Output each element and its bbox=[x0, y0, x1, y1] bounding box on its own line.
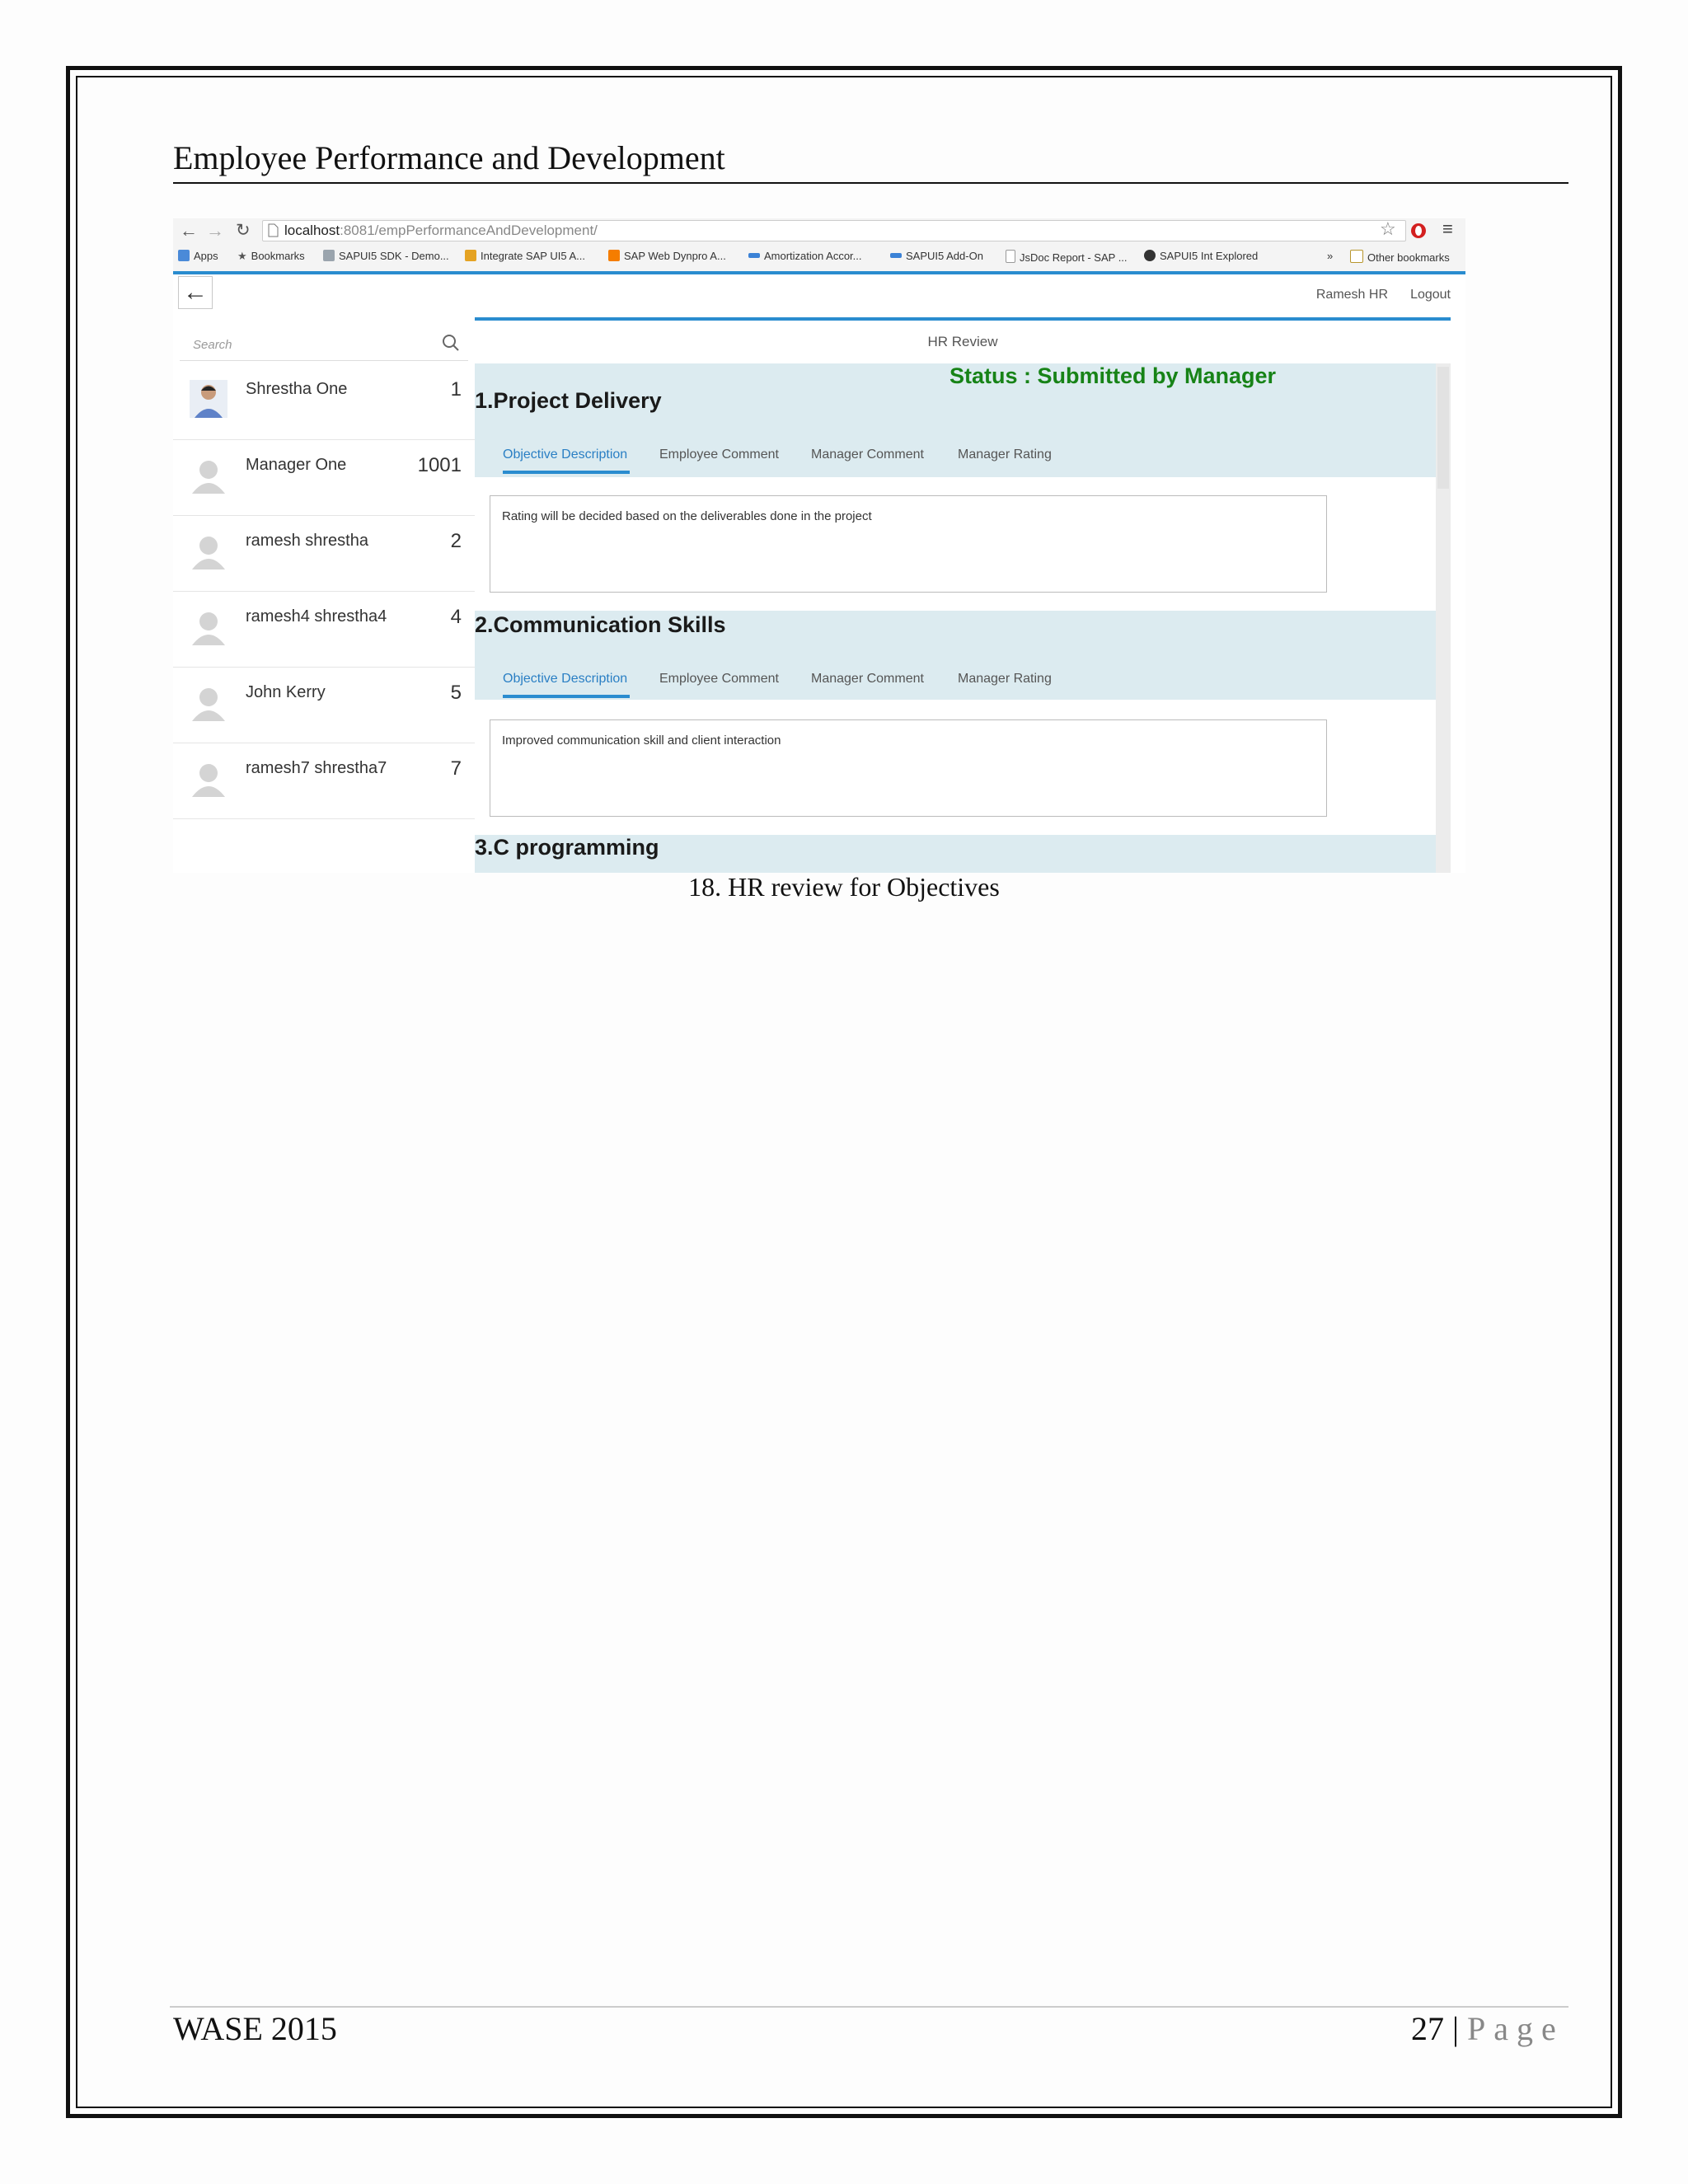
avatar bbox=[190, 380, 227, 418]
browser-back-icon[interactable]: ← bbox=[180, 220, 198, 241]
bookmark-sapui5-addon[interactable]: SAPUI5 Add-On bbox=[890, 250, 983, 262]
star-icon: ★ bbox=[237, 250, 247, 262]
scrollbar-thumb[interactable] bbox=[1437, 367, 1449, 489]
page-word: Page bbox=[1467, 2010, 1564, 2047]
objective-description-text: Rating will be decided based on the deliverables done in the project bbox=[502, 509, 872, 523]
star-icon[interactable]: ☆ bbox=[1380, 218, 1396, 239]
objective-description-text: Improved communication skill and client interaction bbox=[502, 733, 781, 748]
arrow-left-icon: ← bbox=[183, 279, 208, 306]
bookmark-amortization[interactable]: Amortization Accor... bbox=[748, 250, 862, 262]
employee-item[interactable] bbox=[173, 667, 475, 743]
employee-item[interactable] bbox=[173, 743, 475, 819]
page-icon bbox=[268, 223, 279, 237]
bookmark-apps[interactable]: Apps bbox=[178, 250, 218, 262]
objective-section bbox=[475, 611, 1436, 835]
opera-icon[interactable] bbox=[1409, 222, 1428, 240]
sap-icon bbox=[890, 253, 902, 258]
tab-employee-comment[interactable]: Employee Comment bbox=[659, 672, 779, 686]
avatar-placeholder-icon bbox=[190, 683, 227, 721]
url-text: localhost:8081/empPerformanceAndDevelopment/ bbox=[284, 223, 598, 238]
apps-icon bbox=[178, 250, 190, 261]
folder-icon bbox=[1350, 250, 1363, 263]
sap-icon bbox=[748, 253, 760, 258]
screenshot bbox=[173, 218, 1465, 873]
site-icon bbox=[1144, 250, 1156, 261]
browser-chrome bbox=[173, 218, 1465, 274]
active-tab-indicator bbox=[503, 471, 630, 474]
detail-pane bbox=[475, 317, 1465, 873]
search-placeholder: Search bbox=[193, 338, 232, 352]
active-tab-indicator bbox=[503, 695, 630, 698]
objective-description-field[interactable] bbox=[490, 719, 1327, 817]
employee-name: John Kerry bbox=[246, 683, 326, 701]
employee-number: 1 bbox=[450, 378, 462, 401]
avatar-placeholder-icon bbox=[190, 532, 227, 569]
figure-caption: 18. HR review for Objectives bbox=[688, 872, 1000, 902]
browser-forward-icon[interactable]: → bbox=[206, 220, 224, 241]
search-icon[interactable] bbox=[440, 332, 462, 354]
objective-section bbox=[475, 835, 1436, 873]
employee-list-pane bbox=[173, 317, 475, 873]
objective-title: 2.Communication Skills bbox=[475, 612, 726, 637]
header-rule bbox=[173, 182, 1568, 184]
page-icon bbox=[1006, 250, 1015, 263]
employee-item[interactable] bbox=[173, 591, 475, 668]
tab-objective-description[interactable]: Objective Description bbox=[503, 448, 628, 462]
bookmark-jsdoc[interactable]: JsDoc Report - SAP ... bbox=[1006, 250, 1128, 264]
employee-item[interactable] bbox=[173, 515, 475, 592]
avatar-placeholder-icon bbox=[190, 607, 227, 645]
page-number bbox=[1411, 2009, 1564, 2048]
status-text: Status : Submitted by Manager bbox=[950, 363, 1277, 388]
page-separator: | bbox=[1452, 2010, 1460, 2047]
url-row bbox=[173, 218, 1465, 243]
back-button[interactable] bbox=[178, 276, 213, 309]
sdk-icon bbox=[323, 250, 335, 261]
bookmarks-bar bbox=[173, 245, 1465, 268]
bookmark-sapui5-int[interactable]: SAPUI5 Int Explored bbox=[1144, 250, 1258, 262]
employee-name: Manager One bbox=[246, 456, 347, 474]
address-bar[interactable] bbox=[262, 220, 1406, 241]
objective-title: 1.Project Delivery bbox=[475, 388, 662, 413]
bookmark-sapui5-sdk[interactable]: SAPUI5 SDK - Demo... bbox=[323, 250, 449, 262]
employee-item[interactable] bbox=[173, 363, 475, 440]
tab-manager-rating[interactable]: Manager Rating bbox=[958, 672, 1052, 686]
search-input[interactable] bbox=[180, 326, 468, 361]
employee-name: Shrestha One bbox=[246, 380, 348, 398]
app-header bbox=[173, 274, 1465, 317]
bookmark-integrate-sap[interactable]: Integrate SAP UI5 A... bbox=[465, 250, 585, 262]
objective-section bbox=[475, 363, 1436, 611]
avatar-placeholder-icon bbox=[190, 456, 227, 494]
employee-name: ramesh4 shrestha4 bbox=[246, 607, 387, 626]
site-icon bbox=[465, 250, 476, 261]
objectives-list bbox=[475, 363, 1436, 873]
document-header: Employee Performance and Development bbox=[173, 139, 725, 176]
employee-number: 5 bbox=[450, 682, 462, 704]
footer-left: WASE 2015 bbox=[173, 2010, 337, 2047]
detail-title: HR Review bbox=[475, 321, 1451, 363]
objective-description-field[interactable] bbox=[490, 495, 1327, 593]
bookmarks-overflow[interactable]: » bbox=[1327, 250, 1334, 262]
menu-icon[interactable]: ≡ bbox=[1442, 218, 1453, 239]
employee-item[interactable] bbox=[173, 439, 475, 516]
tab-manager-comment[interactable]: Manager Comment bbox=[811, 672, 924, 686]
employee-name: ramesh7 shrestha7 bbox=[246, 759, 387, 777]
logout-link[interactable]: Logout bbox=[1410, 288, 1451, 302]
page-number-value: 27 bbox=[1411, 2010, 1444, 2047]
employee-number: 7 bbox=[450, 757, 462, 780]
blogger-icon bbox=[608, 250, 620, 261]
tab-manager-rating[interactable]: Manager Rating bbox=[958, 448, 1052, 462]
objective-title: 3.C programming bbox=[475, 835, 659, 860]
bookmark-other[interactable]: Other bookmarks bbox=[1350, 250, 1450, 264]
bookmark-bookmarks[interactable]: ★ Bookmarks bbox=[237, 250, 305, 262]
tab-employee-comment[interactable]: Employee Comment bbox=[659, 448, 779, 462]
tab-objective-description[interactable]: Objective Description bbox=[503, 672, 628, 686]
employee-number: 4 bbox=[450, 606, 462, 628]
employee-number: 1001 bbox=[417, 454, 462, 476]
employee-number: 2 bbox=[450, 530, 462, 552]
reload-icon[interactable]: ↻ bbox=[236, 221, 251, 240]
user-name: Ramesh HR bbox=[1315, 288, 1388, 302]
tab-manager-comment[interactable]: Manager Comment bbox=[811, 448, 924, 462]
avatar-placeholder-icon bbox=[190, 759, 227, 797]
employee-name: ramesh shrestha bbox=[246, 532, 368, 550]
footer-rule bbox=[170, 2006, 1568, 2008]
bookmark-sap-web-dynpro[interactable]: SAP Web Dynpro A... bbox=[608, 250, 726, 262]
